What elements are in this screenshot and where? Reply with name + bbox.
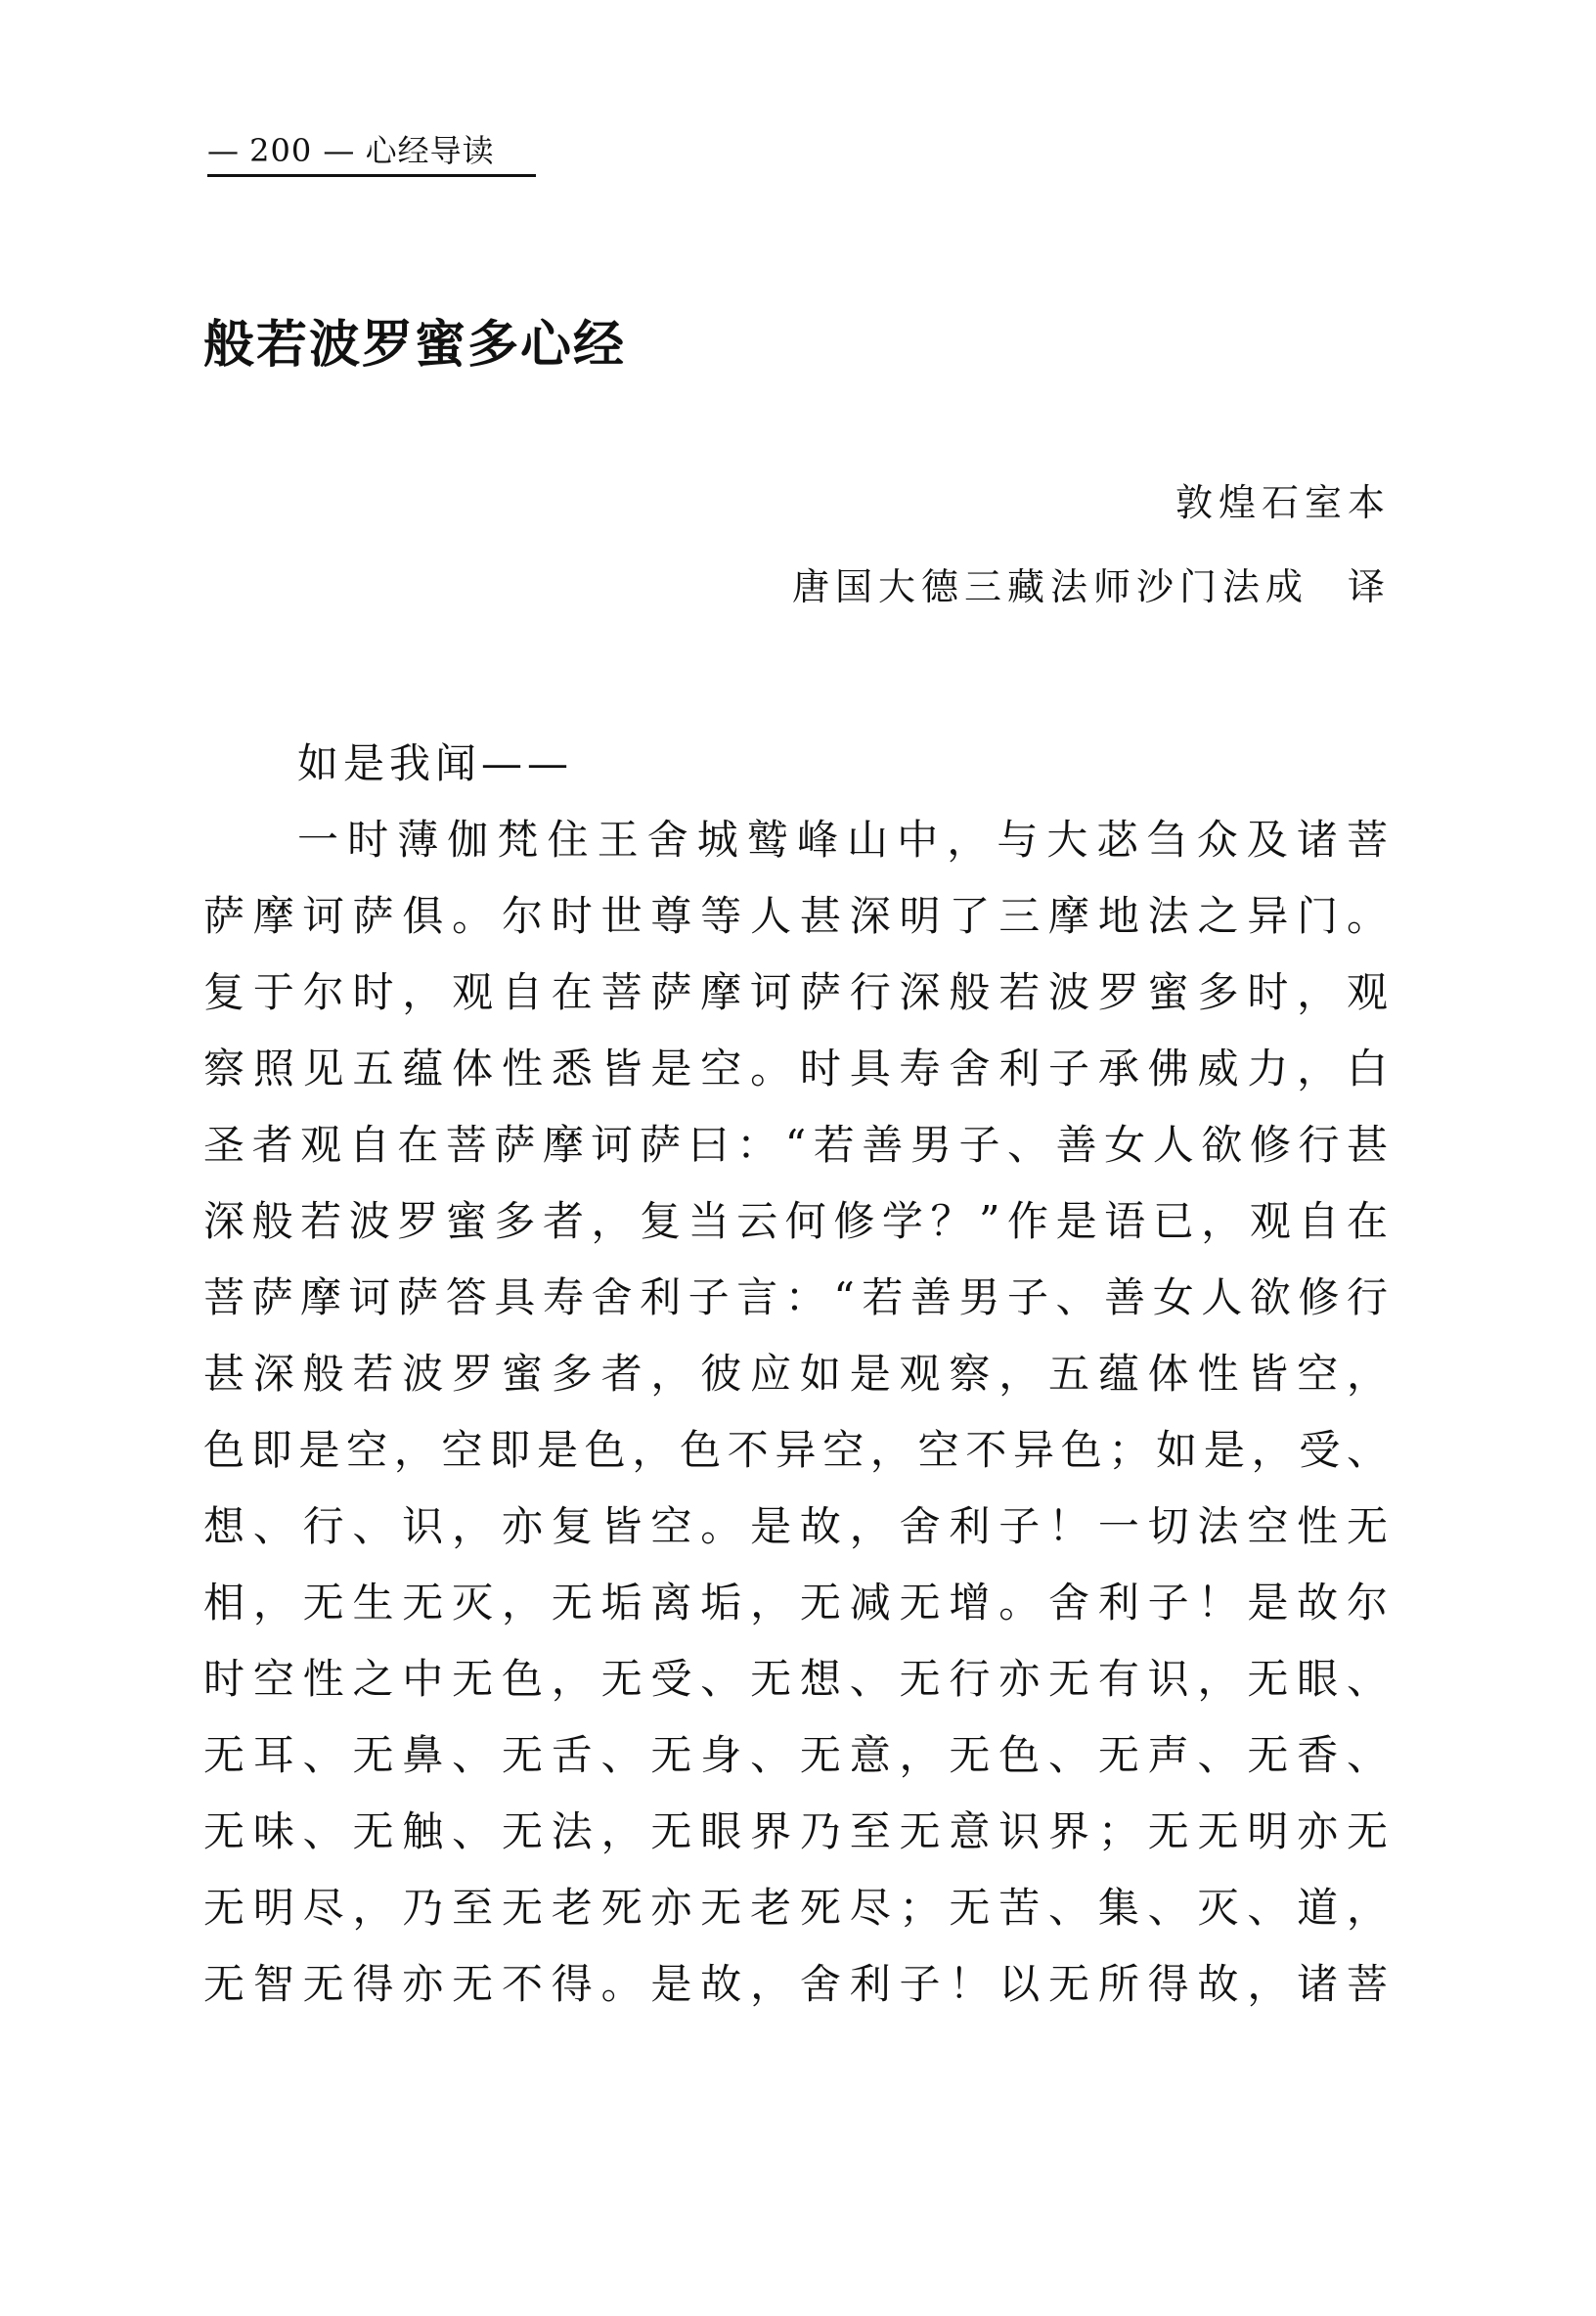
text-line: 菩萨摩诃萨答具寿舍利子言：“若善男子、善女人欲修行	[203, 1273, 1393, 1321]
header-dash-right: —	[323, 132, 355, 169]
text-line: 无智无得亦无不得。是故，舍利子！以无所得故，诸菩	[203, 1960, 1393, 2008]
running-header	[207, 129, 536, 177]
text-line: 圣者观自在菩萨摩诃萨曰：“若善男子、善女人欲修行甚	[203, 1121, 1393, 1169]
translator-line	[792, 561, 1391, 612]
page-title: 般若波罗蜜多心经	[203, 315, 627, 375]
edition-line: 敦煌石室本	[1175, 481, 1391, 524]
text-line: 无味、无触、无法，无眼界乃至无意识界；无无明亦无	[203, 1807, 1393, 1855]
text-line: 时空性之中无色，无受、无想、无行亦无有识，无眼、	[203, 1655, 1393, 1703]
text-line: 想、行、识，亦复皆空。是故，舍利子！一切法空性无	[203, 1502, 1393, 1550]
opening-paragraph	[203, 726, 1393, 802]
translator-name: 唐国大德三藏法师沙门法成	[791, 565, 1308, 608]
page-number: 200	[249, 132, 313, 169]
text-line: 无耳、无鼻、无舌、无身、无意，无色、无声、无香、	[203, 1731, 1393, 1779]
sutra-body	[203, 726, 1393, 2023]
main-paragraph	[203, 802, 1393, 2023]
text-line: 甚深般若波罗蜜多者，彼应如是观察，五蕴体性皆空，	[203, 1350, 1393, 1398]
text-line: 无明尽，乃至无老死亦无老死尽；无苦、集、灭、道，	[203, 1884, 1393, 1932]
text-line: 察照见五蕴体性悉皆是空。时具寿舍利子承佛威力，白	[203, 1045, 1393, 1092]
translator-role: 译	[1347, 565, 1391, 608]
text-line: 复于尔时，观自在菩萨摩诃萨行深般若波罗蜜多时，观	[203, 968, 1393, 1016]
header-dash-left: —	[207, 132, 239, 169]
opening-line: 如是我闻——	[297, 739, 574, 787]
text-line: 色即是空，空即是色，色不异空，空不异色；如是，受、	[203, 1426, 1393, 1474]
book-title: 心经导读	[365, 132, 495, 169]
text-line: 深般若波罗蜜多者，复当云何修学？”作是语已，观自在	[203, 1197, 1393, 1245]
text-line: 萨摩诃萨俱。尔时世尊等人甚深明了三摩地法之异门。	[203, 892, 1393, 940]
text-line: 相，无生无灭，无垢离垢，无减无增。舍利子！是故尔	[203, 1579, 1393, 1626]
text-line: 一时薄伽梵住王舍城鹫峰山中，与大苾刍众及诸菩	[297, 816, 1393, 864]
